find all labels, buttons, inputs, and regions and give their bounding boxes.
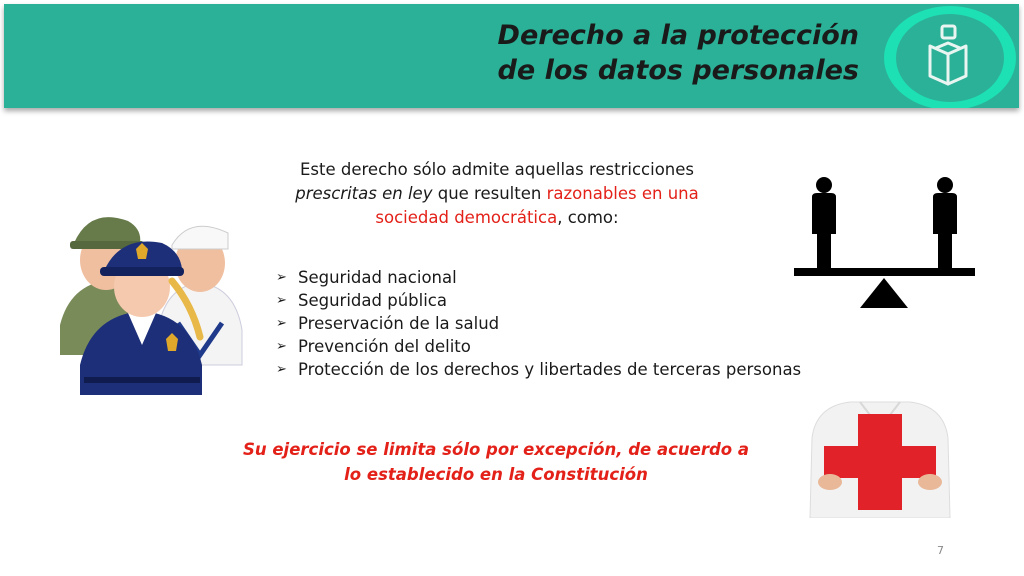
list-item xyxy=(276,266,801,289)
header-bar xyxy=(4,4,1019,108)
security-officers-icon xyxy=(60,205,245,395)
arrow-bullet-icon: ➢ xyxy=(276,270,287,285)
title-line-2: de los datos personales xyxy=(497,55,859,86)
intro-text-red: razonables en una sociedad democrática xyxy=(375,184,699,227)
constitution-note xyxy=(236,437,756,487)
list-item-text: Seguridad pública xyxy=(298,291,447,310)
slide-title xyxy=(339,18,859,88)
note-line-2: lo establecido en la Constitución xyxy=(344,465,648,484)
list-item xyxy=(276,358,801,381)
arrow-bullet-icon: ➢ xyxy=(276,362,287,377)
balance-scale-people-icon xyxy=(792,172,977,312)
intro-text-1: Este derecho sólo admite aquellas restricciones xyxy=(299,160,695,179)
intro-paragraph xyxy=(262,158,732,230)
arrow-bullet-icon: ➢ xyxy=(276,316,287,331)
list-item xyxy=(276,335,801,358)
list-item-text: Preservación de la salud xyxy=(298,314,500,333)
list-item-text: Prevención del delito xyxy=(298,337,471,356)
list-item xyxy=(276,312,801,335)
list-item-text: Seguridad nacional xyxy=(298,268,457,287)
list-item-text: Protección de los derechos y libertades de terceras personas xyxy=(298,360,802,379)
arrow-bullet-icon: ➢ xyxy=(276,293,287,308)
intro-text-italic: prescritas en ley xyxy=(295,184,433,203)
note-line-1: Su ejercicio se limita sólo por excepción, de acuerdo a xyxy=(242,440,749,459)
intro-text-3: , como: xyxy=(557,208,619,227)
page-number: 7 xyxy=(937,544,944,557)
arrow-bullet-icon: ➢ xyxy=(276,339,287,354)
intro-text-2: que resulten xyxy=(437,184,542,203)
restriction-list xyxy=(276,266,801,381)
person-with-book-icon xyxy=(872,4,1022,108)
medical-red-cross-icon xyxy=(800,398,960,518)
list-item xyxy=(276,289,801,312)
title-line-1: Derecho a la protección xyxy=(497,20,859,51)
